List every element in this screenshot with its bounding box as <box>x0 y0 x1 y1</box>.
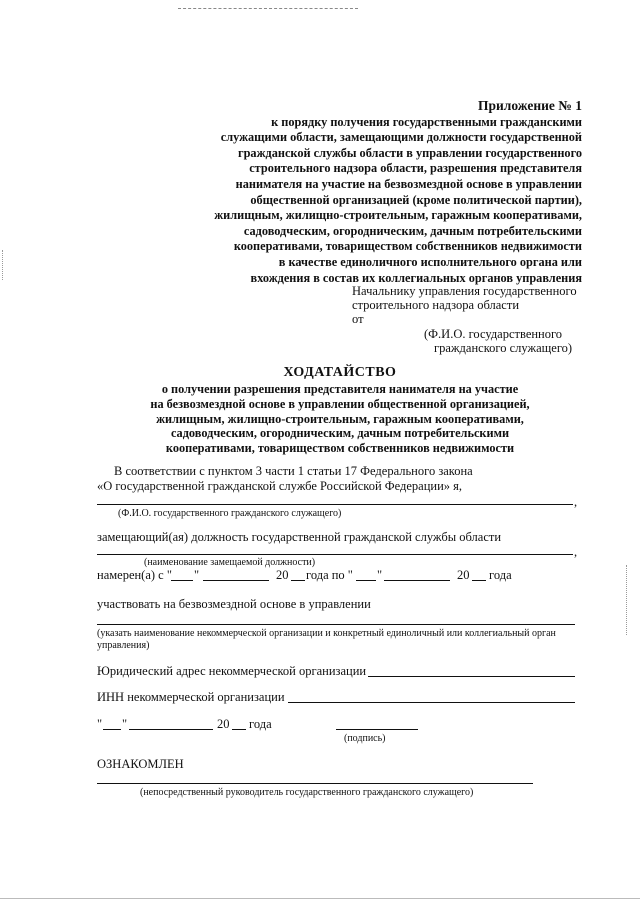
position-label: замещающий(ая) должность государственной гражданской службы области <box>97 530 502 544</box>
annex-line: строительного надзора области, разрешения представителя <box>249 161 582 176</box>
annex-line: общественной организацией (кроме политической партии), <box>250 192 582 207</box>
organization-caption: (указать наименование некоммерческой организации и конкретный единоличный или коллегиальный орган <box>97 628 556 639</box>
sign-month-field[interactable] <box>129 729 213 730</box>
acquainted-label: ОЗНАКОМЛЕН <box>97 757 184 771</box>
position-caption: (наименование замещаемой должности) <box>144 557 316 568</box>
annex-line: служащими области, замещающими должности государственной <box>220 130 582 145</box>
petition-subtitle-line: о получении разрешения представителя нанимателя на участие <box>161 382 519 396</box>
legal-address-label: Юридический адрес некоммерческой организации <box>97 664 367 678</box>
year-prefix: 20 <box>217 717 230 731</box>
comma: , <box>574 495 578 509</box>
manager-caption: (непосредственный руководитель государственного гражданского служащего) <box>140 787 474 798</box>
signature-field[interactable] <box>336 729 418 730</box>
end-month-field[interactable] <box>384 580 450 581</box>
end-year-field[interactable] <box>472 580 486 581</box>
signature-caption: (подпись) <box>344 733 386 744</box>
body-text-line: «О государственной гражданской службе Российской Федерации» я, <box>97 479 463 493</box>
petition-subtitle-line: жилищным, жилищно-строительным, гаражным кооперативами, <box>156 411 524 426</box>
legal-address-field[interactable] <box>368 676 575 677</box>
position-field[interactable] <box>97 554 573 555</box>
petition-subtitle-line: на безвозмездной основе в управлении общественной организацией, <box>150 396 530 411</box>
addressee-block <box>352 284 577 355</box>
quote: " <box>97 717 103 731</box>
scan-artifact-left-edge <box>2 250 3 280</box>
organization-caption: управления) <box>97 640 150 651</box>
annex-line: к порядку получения государственными гражданскими <box>271 114 582 129</box>
participate-label: участвовать на безвозмездной основе в управлении <box>97 597 371 611</box>
quote: " <box>377 568 383 582</box>
comma: , <box>574 545 578 559</box>
year-label: года <box>249 717 272 731</box>
inn-field[interactable] <box>288 702 575 703</box>
organization-field[interactable] <box>97 624 575 625</box>
scan-artifact-top <box>178 8 358 10</box>
start-day-field[interactable] <box>171 580 193 581</box>
sign-day-field[interactable] <box>103 729 121 730</box>
petition-subtitle-line: кооперативами, товариществом собственников недвижимости <box>165 441 515 456</box>
quote: " <box>122 717 128 731</box>
year-prefix: 20 <box>457 568 470 582</box>
scan-artifact-bottom <box>0 898 640 900</box>
annex-line: в качестве единоличного исполнительного органа или <box>278 254 582 269</box>
end-day-field[interactable] <box>356 580 376 581</box>
annex-line: жилищным, жилищно-строительным, гаражным кооперативами, <box>214 208 582 223</box>
intend-label: намерен(а) с " <box>97 568 172 582</box>
manager-field[interactable] <box>97 783 533 784</box>
scan-artifact-right-edge <box>626 565 627 635</box>
start-year-field[interactable] <box>291 580 305 581</box>
addressee-fio-caption: гражданского служащего) <box>434 341 573 355</box>
petition-title: ХОДАТАЙСТВО <box>283 365 397 380</box>
annex-header <box>182 98 582 286</box>
year-label: года <box>489 568 512 582</box>
quote: " <box>194 568 200 582</box>
intend-to-label: года по " <box>306 568 353 582</box>
addressee-fio-caption: (Ф.И.О. государственного <box>424 327 563 341</box>
addressee-line: строительного надзора области <box>352 298 520 312</box>
fio-caption: (Ф.И.О. государственного гражданского служащего) <box>118 508 342 519</box>
sign-year-field[interactable] <box>232 729 246 730</box>
annex-line: кооперативами, товариществом собственников недвижимости <box>233 239 582 254</box>
annex-line: нанимателя на участие на безвозмездной основе в управлении <box>235 176 582 191</box>
annex-line: садоводческим, огородническим, дачным потребительскими <box>243 223 582 238</box>
petition-title-block <box>100 365 580 456</box>
fio-field[interactable] <box>97 504 573 505</box>
inn-label: ИНН некоммерческой организации <box>97 690 285 704</box>
annex-line: гражданской службы области в управлении государственного <box>238 145 582 160</box>
petition-subtitle-line: садоводческим, огородническим, дачным потребительскими <box>170 426 510 441</box>
start-month-field[interactable] <box>203 580 269 581</box>
addressee-from-label: от <box>352 312 364 326</box>
year-prefix: 20 <box>276 568 289 582</box>
annex-line: вхождения в состав их коллегиальных органов управления <box>250 270 582 285</box>
body-text-line: В соответствии с пунктом 3 части 1 статьи 17 Федерального закона <box>114 464 473 478</box>
addressee-line: Начальнику управления государственного <box>352 284 577 298</box>
annex-title: Приложение № 1 <box>478 98 582 113</box>
